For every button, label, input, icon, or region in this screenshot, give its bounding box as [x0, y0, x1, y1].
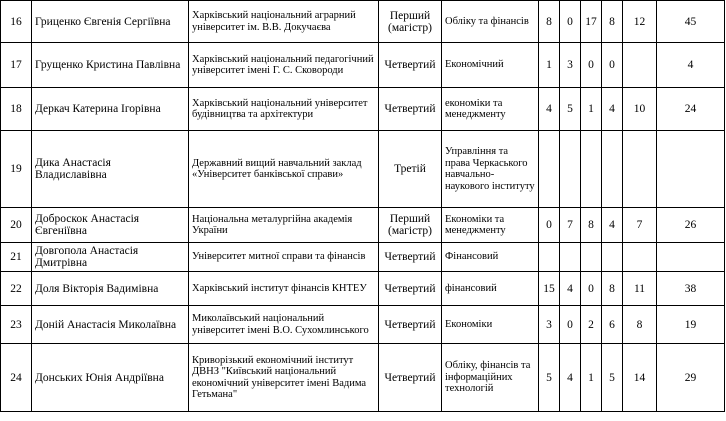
course-cell: Четвертий — [379, 88, 442, 131]
score-5-cell: 12 — [623, 1, 657, 43]
score-1-cell: 1 — [539, 43, 560, 88]
row-number-cell: 22 — [1, 272, 32, 306]
student-name-cell: Доній Анастасія Миколаївна — [32, 306, 189, 344]
score-2-cell: 4 — [560, 272, 581, 306]
faculty-cell: Фінансовий — [442, 243, 539, 272]
university-cell: Національна металургійна академія України — [189, 208, 379, 243]
score-2-cell: 0 — [560, 306, 581, 344]
score-3-cell — [581, 131, 602, 208]
score-5-cell — [623, 131, 657, 208]
score-1-cell: 8 — [539, 1, 560, 43]
score-5-cell: 8 — [623, 306, 657, 344]
course-cell: Четвертий — [379, 306, 442, 344]
table-row — [1, 43, 725, 88]
course-cell: Третій — [379, 131, 442, 208]
score-3-cell: 1 — [581, 344, 602, 412]
total-score-cell: 26 — [657, 208, 725, 243]
score-1-cell — [539, 131, 560, 208]
table-row — [1, 88, 725, 131]
faculty-cell: Економіки — [442, 306, 539, 344]
score-3-cell: 2 — [581, 306, 602, 344]
score-1-cell — [539, 243, 560, 272]
total-score-cell: 24 — [657, 88, 725, 131]
score-2-cell: 3 — [560, 43, 581, 88]
row-number-cell: 19 — [1, 131, 32, 208]
score-5-cell: 14 — [623, 344, 657, 412]
score-4-cell: 8 — [602, 272, 623, 306]
row-number-cell: 20 — [1, 208, 32, 243]
university-cell: Університет митної справи та фінансів — [189, 243, 379, 272]
table-row — [1, 131, 725, 208]
total-score-cell: 45 — [657, 1, 725, 43]
score-2-cell: 7 — [560, 208, 581, 243]
score-2-cell — [560, 243, 581, 272]
row-number-cell: 23 — [1, 306, 32, 344]
course-cell: Четвертий — [379, 43, 442, 88]
faculty-cell: Економічний — [442, 43, 539, 88]
score-4-cell — [602, 243, 623, 272]
course-cell: Четвертий — [379, 243, 442, 272]
row-number-cell: 18 — [1, 88, 32, 131]
row-number-cell: 21 — [1, 243, 32, 272]
score-1-cell: 0 — [539, 208, 560, 243]
student-name-cell: Довгопола Анастасія Дмитрівна — [32, 243, 189, 272]
university-cell: Криворізький економічний інститут ДВНЗ "Київський національний економічний університет імені Вадима Гетьмана" — [189, 344, 379, 412]
course-cell: Перший (магістр) — [379, 208, 442, 243]
university-cell: Харківський національний аграрний університет ім. В.В. Докучаєва — [189, 1, 379, 43]
score-4-cell — [602, 131, 623, 208]
student-name-cell: Доля Вікторія Вадимівна — [32, 272, 189, 306]
student-name-cell: Деркач Катерина Ігорівна — [32, 88, 189, 131]
university-cell: Харківський національний педагогічний університет імені Г. С. Сковороди — [189, 43, 379, 88]
university-cell: Харківський національний університет будівництва та архітектури — [189, 88, 379, 131]
faculty-cell: фінансовий — [442, 272, 539, 306]
score-4-cell: 0 — [602, 43, 623, 88]
score-5-cell — [623, 43, 657, 88]
score-5-cell: 10 — [623, 88, 657, 131]
student-name-cell: Дика Анастасія Владиславівна — [32, 131, 189, 208]
table-row — [1, 306, 725, 344]
score-3-cell — [581, 243, 602, 272]
total-score-cell — [657, 243, 725, 272]
table-row — [1, 243, 725, 272]
score-3-cell: 17 — [581, 1, 602, 43]
university-cell: Миколаївський національний університет імені В.О. Сухомлинського — [189, 306, 379, 344]
score-5-cell: 11 — [623, 272, 657, 306]
table-row — [1, 272, 725, 306]
student-name-cell: Доброскок Анастасія Євгеніївна — [32, 208, 189, 243]
score-3-cell: 8 — [581, 208, 602, 243]
table-row — [1, 1, 725, 43]
row-number-cell: 24 — [1, 344, 32, 412]
total-score-cell: 19 — [657, 306, 725, 344]
table-body — [1, 1, 725, 412]
score-4-cell: 6 — [602, 306, 623, 344]
score-3-cell: 1 — [581, 88, 602, 131]
student-name-cell: Донських Юнія Андріївна — [32, 344, 189, 412]
total-score-cell: 38 — [657, 272, 725, 306]
score-1-cell: 4 — [539, 88, 560, 131]
student-name-cell: Грущенко Кристина Павлівна — [32, 43, 189, 88]
course-cell: Четвертий — [379, 272, 442, 306]
faculty-cell: Економіки та менеджменту — [442, 208, 539, 243]
score-1-cell: 3 — [539, 306, 560, 344]
score-4-cell: 8 — [602, 1, 623, 43]
faculty-cell: Обліку, фінансів та інформаційних технологій — [442, 344, 539, 412]
score-5-cell: 7 — [623, 208, 657, 243]
faculty-cell: Обліку та фінансів — [442, 1, 539, 43]
faculty-cell: економіки та менеджменту — [442, 88, 539, 131]
score-4-cell: 4 — [602, 208, 623, 243]
score-2-cell — [560, 131, 581, 208]
score-1-cell: 15 — [539, 272, 560, 306]
total-score-cell — [657, 131, 725, 208]
university-cell: Державний вищий навчальний заклад «Університет банківської справи» — [189, 131, 379, 208]
table-row — [1, 208, 725, 243]
score-2-cell: 4 — [560, 344, 581, 412]
course-cell: Четвертий — [379, 344, 442, 412]
row-number-cell: 17 — [1, 43, 32, 88]
score-3-cell: 0 — [581, 272, 602, 306]
score-1-cell: 5 — [539, 344, 560, 412]
row-number-cell: 16 — [1, 1, 32, 43]
table-row — [1, 344, 725, 412]
score-4-cell: 4 — [602, 88, 623, 131]
total-score-cell: 29 — [657, 344, 725, 412]
score-2-cell: 0 — [560, 1, 581, 43]
university-cell: Харківський інститут фінансів КНТЕУ — [189, 272, 379, 306]
total-score-cell: 4 — [657, 43, 725, 88]
score-2-cell: 5 — [560, 88, 581, 131]
score-4-cell: 5 — [602, 344, 623, 412]
score-3-cell: 0 — [581, 43, 602, 88]
score-5-cell — [623, 243, 657, 272]
course-cell: Перший (магістр) — [379, 1, 442, 43]
student-name-cell: Гриценко Євгенія Сергіївна — [32, 1, 189, 43]
faculty-cell: Управління та права Черкаського навчально-наукового інституту — [442, 131, 539, 208]
